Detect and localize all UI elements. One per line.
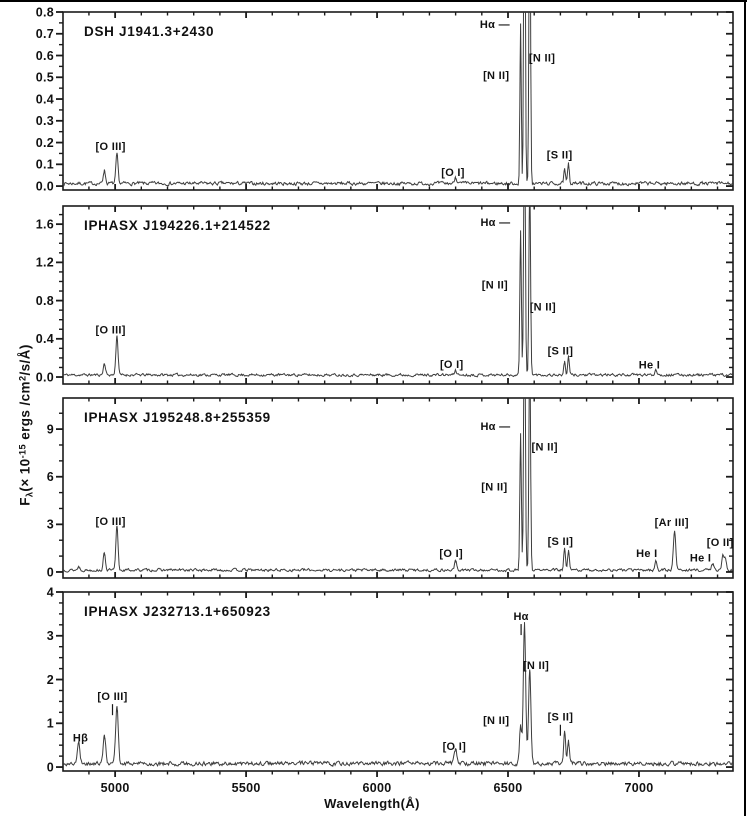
line-label: [O I] [441,166,465,179]
y-tick-label: 0.8 [35,293,54,308]
y-axis-label-part: -15 [17,443,28,459]
line-label: Hα — [480,217,511,230]
line-label: [S II] [547,536,574,549]
y-tick-label: 0.1 [35,157,54,172]
y-axis-label-part: 2 [17,375,28,382]
panel-frame [63,398,733,578]
line-label: [N II] [481,481,508,494]
line-label: [N II] [483,70,510,83]
y-tick-label: 6 [46,470,54,485]
x-tick-label: 6000 [362,781,392,795]
y-tick-label: 4 [46,585,54,600]
y-tick-label: 0.8 [35,5,54,20]
line-label: [O I] [439,359,464,372]
y-axis-label [18,344,35,505]
x-tick-label: 5500 [231,781,261,795]
line-label: [O I] [439,547,463,560]
panel-title: IPHASX J194226.1+214522 [84,218,271,233]
y-axis-label-part: F [17,497,33,506]
line-label: He I [636,547,658,560]
line-label: [O III] [95,140,126,153]
line-label: [N II] [522,660,550,673]
panel-title: DSH J1941.3+2430 [84,24,215,39]
y-tick-label: 1.2 [35,255,54,270]
y-tick-label: 0.6 [35,48,54,63]
panel-1 [56,107,733,384]
panel-3 [56,592,733,777]
line-label: Hα — [479,18,510,31]
y-tick-label: 0.4 [35,92,54,107]
y-tick-label: 2 [46,672,54,687]
line-label: [O III] [95,324,126,337]
page-border-top [0,0,747,2]
line-label: [N II] [531,441,558,454]
line-label: [N II] [481,279,509,292]
y-tick-label: 0.7 [35,27,54,42]
y-axis-label-part: /s/Å) [17,344,33,376]
line-label: [N II] [483,714,510,727]
line-label: Hα [513,611,529,624]
panel-title: IPHASX J195248.8+255359 [84,410,271,425]
y-tick-label: 3 [46,629,54,644]
y-tick-label: 0.5 [35,70,54,85]
y-axis-label-part: λ [24,491,35,498]
y-tick-label: 0 [46,760,54,775]
page-border-right [744,0,746,816]
line-label: [O II] [706,536,734,549]
line-label: Hβ [72,732,89,745]
line-label: [S II] [547,711,574,724]
y-tick-label: 0.0 [35,370,54,385]
line-label: [O III] [95,516,126,529]
line-label: He I [689,552,712,565]
y-tick-label: 0.4 [35,332,54,347]
line-label: [N II] [528,52,556,65]
line-label: [O III] [97,691,128,704]
line-label: [O I] [442,741,467,754]
x-axis-label: Wavelength(Å) [324,796,420,811]
line-label: [Ar III] [654,516,689,529]
line-label: [S II] [547,345,574,358]
y-tick-label: 0 [46,565,54,580]
y-tick-label: 1.6 [35,217,54,232]
x-tick-label: 7000 [624,781,654,795]
spectrum-trace [63,285,732,573]
y-tick-label: 9 [46,422,54,437]
y-tick-label: 3 [46,517,54,532]
y-axis-label-part: (× 10 [17,458,33,492]
x-tick-label: 5000 [100,781,130,795]
y-tick-label: 0.2 [35,135,54,150]
x-tick-label: 6500 [493,781,523,795]
panel-title: IPHASX J232713.1+650923 [84,604,271,619]
line-label: [N II] [529,301,556,314]
y-axis-label-part: ergs /cm [17,381,33,444]
line-label: [S II] [546,149,573,162]
y-tick-label: 0.0 [35,179,54,194]
spectrum-trace [63,107,732,377]
line-label: Hα — [480,420,511,433]
line-label: He I [638,359,661,372]
y-tick-label: 0.3 [35,114,54,129]
y-tick-label: 1 [46,716,54,731]
spectrum-trace [63,622,732,766]
panel-2 [56,285,733,579]
